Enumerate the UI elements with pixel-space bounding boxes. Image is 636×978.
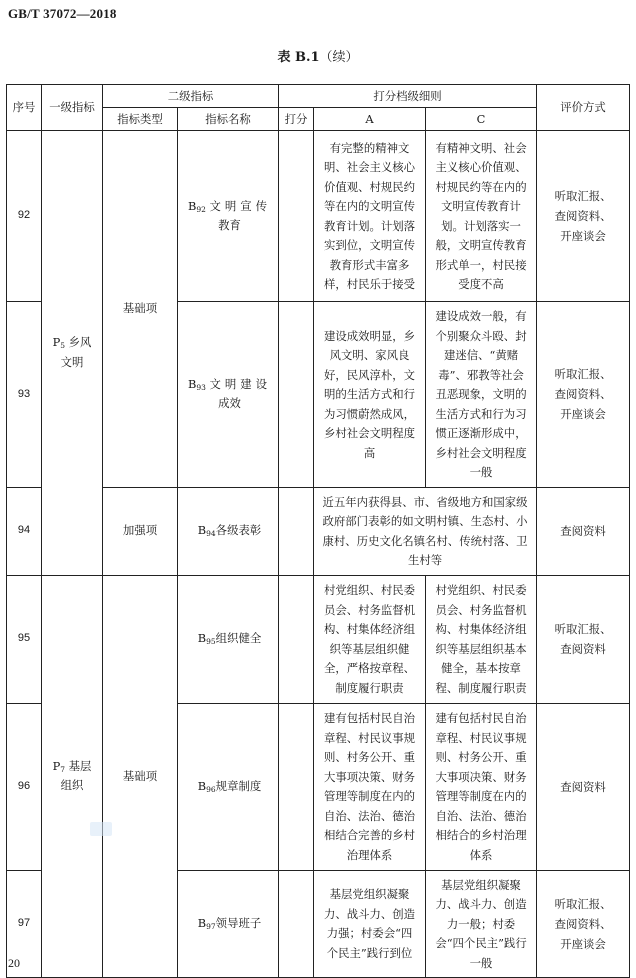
header-evaluation: 评价方式 — [537, 85, 630, 131]
level1-name-part1: 基层 — [65, 758, 92, 773]
header-grade-c: C — [426, 108, 537, 131]
header-seq: 序号 — [7, 85, 42, 131]
evaluation-table — [6, 84, 630, 978]
indicator-code: B — [197, 631, 207, 646]
header-row-1 — [7, 85, 630, 108]
level1-letter: P — [52, 758, 61, 773]
indicator-name-part1: 领导班子 — [215, 916, 262, 930]
method-line-1: 听取汇报、 — [554, 622, 612, 636]
indicator-code: B — [197, 523, 207, 538]
indicator-code: B — [197, 916, 207, 930]
level1-name-part2: 文明 — [60, 354, 84, 369]
method-line-2: 查阅资料、 — [554, 387, 612, 402]
method-line-2: 查阅资料、 — [554, 916, 612, 931]
table-title-continued: （续） — [319, 50, 359, 65]
indicator-name-part1: 各级表彰 — [215, 523, 262, 538]
indicator-name — [178, 302, 279, 488]
indicator-code-subscript: 92 — [196, 204, 206, 214]
evaluation-method — [537, 131, 630, 302]
indicator-code: B — [187, 198, 197, 213]
indicator-name-part2: 成效 — [218, 396, 241, 411]
indicator-code-subscript: 95 — [206, 637, 216, 647]
score-cell — [279, 302, 314, 488]
table-row — [7, 131, 630, 302]
indicator-name-part1: 文明建设 — [209, 376, 272, 391]
score-cell — [279, 703, 314, 870]
standard-code: GB/T 37072—2018 — [8, 6, 117, 21]
indicator-code-subscript: 97 — [206, 922, 216, 931]
method-line-3: 开座谈会 — [560, 229, 606, 243]
indicator-name — [178, 703, 279, 870]
method-line-1: 查阅资料 — [560, 524, 606, 538]
row-number: 95 — [7, 575, 42, 703]
level1-indicator-p7 — [42, 575, 103, 978]
indicator-name — [178, 131, 279, 302]
score-cell — [279, 487, 314, 575]
indicator-name — [178, 575, 279, 703]
header-grade-a: A — [314, 108, 426, 131]
indicator-name-part1: 组织健全 — [215, 631, 262, 646]
indicator-name-part2: 教育 — [218, 218, 241, 232]
method-line-1: 听取汇报、 — [554, 896, 612, 911]
row-number: 97 — [7, 870, 42, 978]
indicator-type: 基础项 — [103, 575, 178, 978]
grade-c-criteria: 村党组织、村民委员会、村务监督机构、村集体经济组织等基层组织基本健全，基本按章程、制度履行职责 — [426, 575, 537, 703]
table-title-label: 表 B.1 — [277, 50, 320, 65]
grade-c-criteria: 有精神文明、社会主义核心价值观、村规民约等在内的文明宣传教育计划。计划落实一般，文明宣传教育形式单一，村民接受度不高 — [426, 131, 537, 302]
grade-a-criteria: 建有包括村民自治章程、村民议事规则、村务公开、重大事项决策、财务管理等制度在内的自治、法治、德治相结合完善的乡村治理体系 — [314, 703, 426, 870]
grade-c-criteria: 建设成效一般，有个别聚众斗殴、封建迷信、“黄赌毒”、邪教等社会丑恶现象，文明的生活方式和行为习惯正逐渐形成中，乡村社会文明程度一般 — [426, 302, 537, 488]
grade-c-criteria: 基层党组织凝聚力、战斗力、创造力一般；村委会“四个民主”践行一般 — [426, 870, 537, 978]
indicator-code-subscript: 93 — [196, 382, 206, 392]
grade-c-criteria: 建有包括村民自治章程、村民议事规则、村务公开、重大事项决策、财务管理等制度在内的自治、法治、德治相结合的乡村治理体系 — [426, 703, 537, 870]
indicator-code-subscript: 94 — [206, 529, 216, 539]
header-level2: 二级指标 — [103, 85, 279, 108]
method-line-1: 听取汇报、 — [554, 189, 612, 203]
scan-artifact — [90, 822, 112, 836]
evaluation-method — [537, 487, 630, 575]
header-score: 打分 — [279, 108, 314, 131]
merged-criteria: 近五年内获得县、市、省级地方和国家级政府部门表彰的如文明村镇、生态村、小康村、历史文化名镇名村、传统村落、卫生村等 — [314, 487, 537, 575]
page-number: 20 — [8, 956, 20, 970]
level1-subscript: 5 — [60, 341, 66, 351]
evaluation-method — [537, 575, 630, 703]
table-title — [0, 46, 636, 65]
level1-name-part1: 乡风 — [65, 335, 92, 350]
evaluation-method — [537, 302, 630, 488]
grade-a-criteria: 村党组织、村民委员会、村务监督机构、村集体经济组织等基层组织健全，严格按章程、制度履行职责 — [314, 575, 426, 703]
indicator-name-part1: 规章制度 — [215, 778, 262, 793]
indicator-code-subscript: 96 — [206, 784, 216, 794]
grade-a-criteria: 有完整的精神文明、社会主义核心价值观、村规民约等在内的文明宣传教育计划。计划落实到位，文明宣传教育形式丰富多样，村民乐于接受 — [314, 131, 426, 302]
method-line-2: 查阅资料 — [560, 642, 606, 656]
indicator-type: 基础项 — [103, 131, 178, 488]
header-scoring: 打分档级细则 — [279, 85, 537, 108]
method-line-3: 开座谈会 — [560, 936, 606, 951]
evaluation-method — [537, 703, 630, 870]
level1-indicator-p5 — [42, 131, 103, 576]
method-line-2: 查阅资料、 — [554, 209, 612, 223]
indicator-name — [178, 870, 279, 978]
header-indicator-name: 指标名称 — [178, 108, 279, 131]
method-line-3: 开座谈会 — [560, 407, 606, 422]
row-number: 94 — [7, 487, 42, 575]
row-number: 96 — [7, 703, 42, 870]
level1-subscript: 7 — [60, 764, 66, 774]
evaluation-method — [537, 870, 630, 978]
header-level1: 一级指标 — [42, 85, 103, 131]
header-indicator-type: 指标类型 — [103, 108, 178, 131]
row-number: 93 — [7, 302, 42, 488]
grade-a-criteria: 基层党组织凝聚力、战斗力、创造力强；村委会“四个民主”践行到位 — [314, 870, 426, 978]
method-line-1: 查阅资料 — [560, 779, 606, 794]
row-number: 92 — [7, 131, 42, 302]
indicator-code: B — [197, 778, 207, 793]
score-cell — [279, 870, 314, 978]
indicator-name — [178, 487, 279, 575]
grade-a-criteria: 建设成效明显，乡风文明、家风良好，民风淳朴，文明的生活方式和行为习惯蔚然成风，乡村社会文明程度高 — [314, 302, 426, 488]
method-line-1: 听取汇报、 — [554, 367, 612, 382]
score-cell — [279, 575, 314, 703]
score-cell — [279, 131, 314, 302]
indicator-type: 加强项 — [103, 487, 178, 575]
indicator-name-part1: 文明宣传 — [209, 198, 272, 213]
level1-letter: P — [52, 335, 61, 350]
level1-name-part2: 组织 — [60, 778, 84, 793]
indicator-code: B — [187, 376, 197, 391]
table-row — [7, 575, 630, 703]
